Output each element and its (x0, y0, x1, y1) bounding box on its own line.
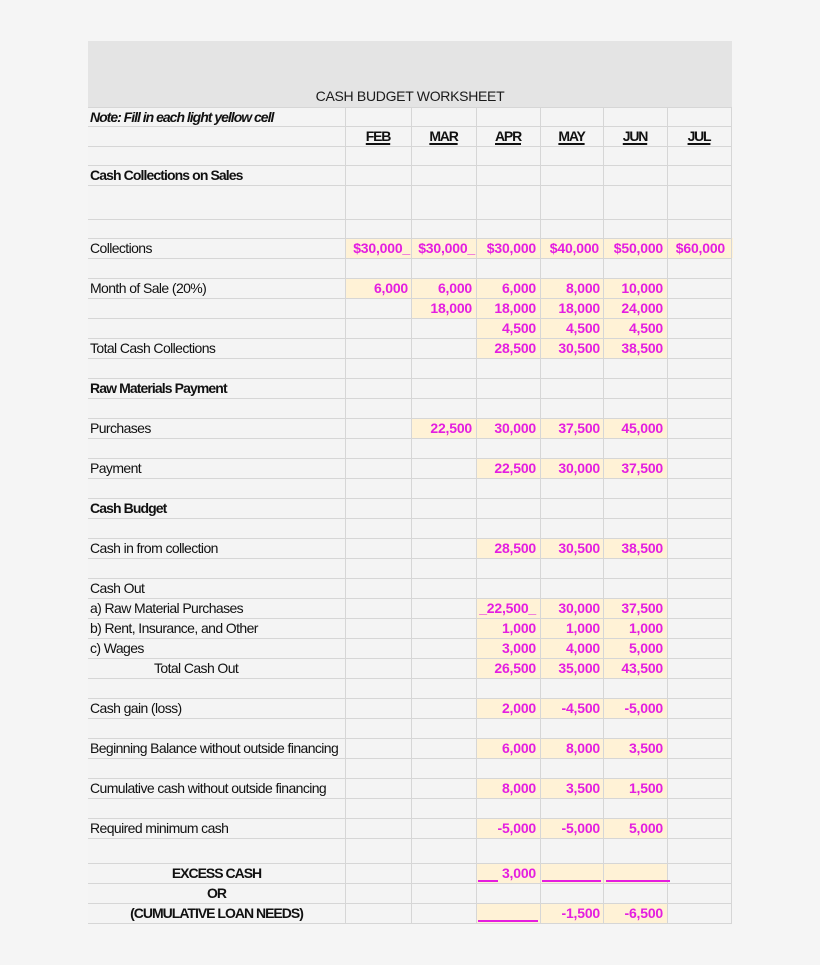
cash-gain-may[interactable]: -4,500 (561, 700, 600, 716)
worksheet-title: CASH BUDGET WORKSHEET (315, 88, 505, 104)
total-cash-out-may[interactable]: 35,000 (558, 660, 600, 676)
month-header-mar: MAR (429, 128, 458, 144)
beginning-jun[interactable]: 3,500 (628, 740, 663, 756)
month-of-sale-mar[interactable]: 6,000 (437, 280, 472, 296)
section-raw-materials: Raw Materials Payment (90, 380, 227, 396)
gridline (88, 718, 732, 719)
loan-needs-jun[interactable]: -6,500 (624, 905, 663, 921)
label-cash-out: Cash Out (90, 580, 145, 596)
rent-may[interactable]: 1,000 (565, 620, 600, 636)
cumulative-apr[interactable]: 8,000 (501, 780, 536, 796)
purchases-mar[interactable]: 22,500 (430, 420, 472, 436)
month-of-sale-jun[interactable]: 10,000 (621, 280, 663, 296)
cumulative-may[interactable]: 3,500 (565, 780, 600, 796)
gridline (88, 219, 732, 220)
required-jun[interactable]: 5,000 (628, 820, 663, 836)
month-after-jun[interactable]: 24,000 (621, 300, 663, 316)
required-apr[interactable]: -5,000 (497, 820, 536, 836)
gridline (411, 107, 412, 924)
label-beginning-balance: Beginning Balance without outside financing (90, 740, 339, 756)
payment-may[interactable]: 30,000 (558, 460, 600, 476)
gridline (88, 398, 732, 399)
gridline (88, 185, 732, 186)
wages-jun[interactable]: 5,000 (628, 640, 663, 656)
month-after-mar[interactable]: 18,000 (430, 300, 472, 316)
cumulative-jun[interactable]: 1,500 (628, 780, 663, 796)
total-cash-out-apr[interactable]: 26,500 (494, 660, 536, 676)
second-month-apr[interactable]: 4,500 (501, 320, 536, 336)
cash-gain-apr[interactable]: 2,000 (501, 700, 536, 716)
wages-may[interactable]: 4,000 (565, 640, 600, 656)
gridline (88, 498, 732, 499)
cash-in-may[interactable]: 30,500 (558, 540, 600, 556)
gridline (88, 678, 732, 679)
month-header-jun: JUN (622, 128, 648, 144)
total-collections-apr[interactable]: 28,500 (494, 340, 536, 356)
cash-budget-worksheet (88, 41, 732, 923)
underline-excess-may (542, 880, 601, 882)
label-month-of-sale: Month of Sale (20%) (90, 280, 207, 296)
month-header-apr: APR (495, 128, 521, 144)
gridline (731, 107, 732, 924)
section-cash-collections: Cash Collections on Sales (90, 167, 243, 183)
cash-in-apr[interactable]: 28,500 (494, 540, 536, 556)
label-loan-needs: (CUMULATIVE LOAN NEEDS) (130, 905, 303, 921)
underline-loan-apr (478, 920, 538, 922)
purchases-may[interactable]: 37,500 (558, 420, 600, 436)
collections-jul[interactable]: $60,000 (675, 240, 725, 256)
purchases-apr[interactable]: 30,000 (494, 420, 536, 436)
gridline (667, 107, 668, 924)
label-payment: Payment (90, 460, 142, 476)
gridline (88, 798, 732, 799)
collections-mar[interactable]: $30,000_ (418, 240, 475, 256)
beginning-apr[interactable]: 6,000 (501, 740, 536, 756)
gridline (345, 107, 346, 924)
total-cash-out-jun[interactable]: 43,500 (621, 660, 663, 676)
excess-cash-apr[interactable]: 3,000 (501, 865, 536, 881)
label-wages: c) Wages (90, 640, 144, 656)
collections-apr[interactable]: $30,000 (486, 240, 536, 256)
collections-jun[interactable]: $50,000 (613, 240, 663, 256)
rent-apr[interactable]: 1,000 (501, 620, 536, 636)
gridline (88, 923, 732, 924)
label-or: OR (207, 885, 226, 901)
month-header-may: MAY (558, 128, 585, 144)
gridline (88, 258, 732, 259)
payment-apr[interactable]: 22,500 (494, 460, 536, 476)
month-of-sale-apr[interactable]: 6,000 (501, 280, 536, 296)
second-month-jun[interactable]: 4,500 (628, 320, 663, 336)
label-total-cash-collections: Total Cash Collections (90, 340, 216, 356)
beginning-may[interactable]: 8,000 (565, 740, 600, 756)
total-collections-may[interactable]: 30,500 (558, 340, 600, 356)
loan-needs-may[interactable]: -1,500 (561, 905, 600, 921)
gridline (88, 558, 732, 559)
cash-in-jun[interactable]: 38,500 (621, 540, 663, 556)
gridline (603, 107, 604, 924)
note-text: Note: Fill in each light yellow cell (90, 109, 274, 125)
month-of-sale-feb[interactable]: 6,000 (373, 280, 408, 296)
gridline (88, 146, 732, 147)
raw-material-may[interactable]: 30,000 (558, 600, 600, 616)
month-after-apr[interactable]: 18,000 (494, 300, 536, 316)
label-excess-cash: EXCESS CASH (171, 865, 262, 881)
raw-material-apr[interactable]: _22,500_ (479, 600, 536, 616)
purchases-jun[interactable]: 45,000 (621, 420, 663, 436)
gridline (88, 478, 732, 479)
label-raw-material-purchases: a) Raw Material Purchases (90, 600, 244, 616)
second-month-may[interactable]: 4,500 (565, 320, 600, 336)
gridline (88, 838, 732, 839)
cash-gain-jun[interactable]: -5,000 (624, 700, 663, 716)
month-header-jul: JUL (687, 128, 711, 144)
wages-apr[interactable]: 3,000 (501, 640, 536, 656)
month-header-feb: FEB (365, 128, 391, 144)
label-purchases: Purchases (90, 420, 151, 436)
label-rent-insurance: b) Rent, Insurance, and Other (90, 620, 258, 636)
raw-material-jun[interactable]: 37,500 (621, 600, 663, 616)
month-of-sale-may[interactable]: 8,000 (565, 280, 600, 296)
underline-excess-jun (606, 880, 670, 882)
label-cash-gain: Cash gain (loss) (90, 700, 182, 716)
gridline (540, 107, 541, 924)
collections-feb[interactable]: $30,000_ (353, 240, 410, 256)
label-cash-in: Cash in from collection (90, 540, 218, 556)
label-cumulative-cash: Cumulative cash without outside financing (90, 780, 327, 796)
gridline (88, 518, 732, 519)
gridline (88, 358, 732, 359)
section-cash-budget: Cash Budget (90, 500, 167, 516)
gridline (88, 438, 732, 439)
required-may[interactable]: -5,000 (561, 820, 600, 836)
collections-may[interactable]: $40,000 (549, 240, 599, 256)
month-after-may[interactable]: 18,000 (558, 300, 600, 316)
label-collections: Collections (90, 240, 152, 256)
label-required-min: Required minimum cash (90, 820, 229, 836)
gridline (88, 758, 732, 759)
total-collections-jun[interactable]: 38,500 (621, 340, 663, 356)
gridline (88, 578, 732, 579)
label-total-cash-out: Total Cash Out (154, 660, 239, 676)
gridline (476, 107, 477, 924)
payment-jun[interactable]: 37,500 (621, 460, 663, 476)
rent-jun[interactable]: 1,000 (628, 620, 663, 636)
